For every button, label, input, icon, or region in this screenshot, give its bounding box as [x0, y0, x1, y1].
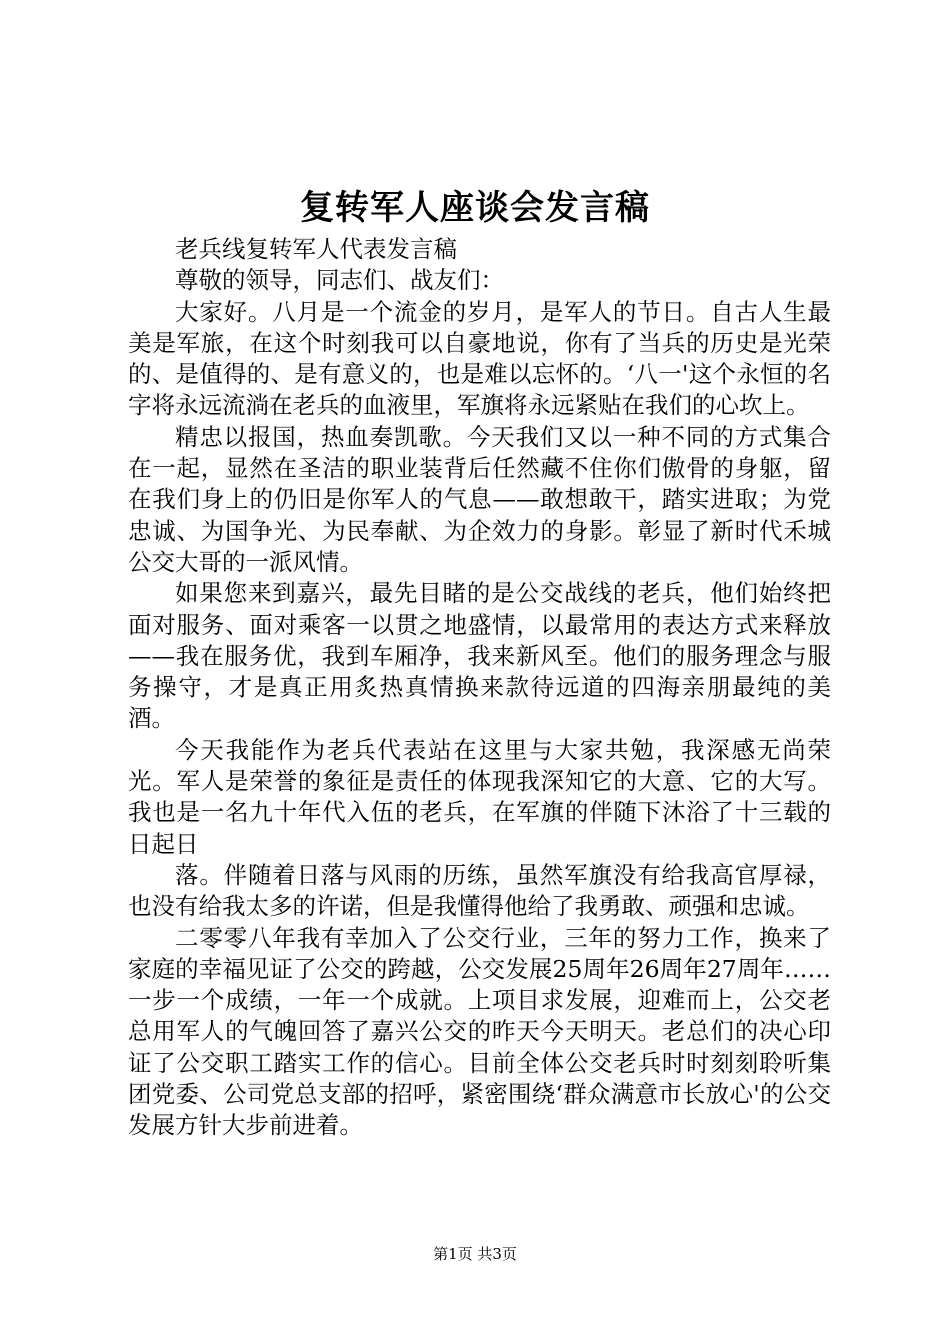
page-number-footer: 第1页 共3页 — [433, 1245, 517, 1263]
paragraph-salutation: 尊敬的领导，同志们、战友们： — [175, 266, 504, 295]
document-title: 复转军人座谈会发言稿 — [300, 188, 650, 228]
paragraph-heading: 老兵线复转军人代表发言稿 — [175, 235, 457, 263]
document-body — [128, 234, 831, 1142]
paragraph: 如果您来到嘉兴，最先目睹的是公交战线的老兵，他们始终把面对服务、面对乘客一以贯之地盛情，以最常用的表达方式来释放——我在服务优，我到车厢净，我来新风至。他们的服务理念与服务操守，才是真正用炙热真情换来款待远道的四海亲朋最纯的美酒。 — [128, 579, 831, 733]
paragraph: 大家好。八月是一个流金的岁月，是军人的节日。自古人生最美是军旅，在这个时刻我可以自豪地说，你有了当兵的历史是光荣的、是值得的、是有意义的，也是难以忘怀的。‘八一'这个永恒的名字将永远流淌在老兵的血液里，军旗将永远紧贴在我们的心坎上。 — [128, 297, 831, 420]
paragraph: 二零零八年我有幸加入了公交行业，三年的努力工作，换来了家庭的幸福见证了公交的跨越，公交发展25周年26周年27周年……一步一个成绩，一年一个成就。上项目求发展，迎难而上，公交老总用军人的气魄回答了嘉兴公交的昨天今天明天。老总们的决心印证了公交职工踏实工作的信心。目前全体公交老兵时时刻刻聆听集团党委、公司党总支部的招呼，紧密围绕‘群众满意市长放心'的公交发展方针大步前进着。 — [128, 923, 831, 1140]
paragraph: 精忠以报国，热血奏凯歌。今天我们又以一种不同的方式集合在一起，显然在圣洁的职业装背后任然藏不住你们傲骨的身躯，留在我们身上的仍旧是你军人的气息——敢想敢干，踏实进取；为党忠诚、为国争光、为民奉献、为企效力的身影。彰显了新时代禾城公交大哥的一派风情。 — [128, 422, 831, 576]
paragraph: 今天我能作为老兵代表站在这里与大家共勉，我深感无尚荣光。军人是荣誉的象征是责任的体现我深知它的大意、它的大写。我也是一名九十年代入伍的老兵，在军旗的伴随下沐浴了十三载的日起日 — [128, 735, 831, 858]
paragraph: 落。伴随着日落与风雨的历练，虽然军旗没有给我高官厚禄，也没有给我太多的许诺，但是我懂得他给了我勇敢、顽强和忠诚。 — [128, 860, 831, 921]
